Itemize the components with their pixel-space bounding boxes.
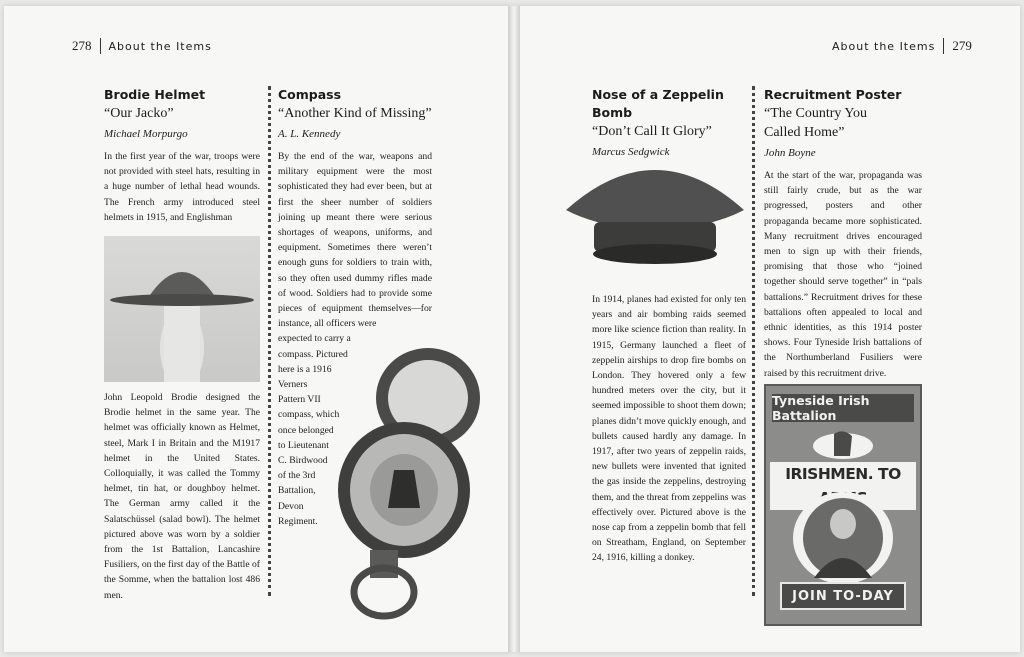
text-line: Pattern VII bbox=[278, 394, 321, 406]
compass-illustration bbox=[334, 340, 484, 622]
left-running-head bbox=[72, 38, 212, 54]
entry-subtitle: “Another Kind of Missing” bbox=[278, 106, 432, 121]
entry-heading: Nose of a Zeppelin Bomb bbox=[592, 87, 724, 120]
text-line: expected to carry a bbox=[278, 333, 351, 345]
text-line: to Lieutenant bbox=[278, 439, 329, 451]
text-line: Regiment. bbox=[278, 515, 318, 527]
brodie-helmet-text-bottom bbox=[104, 390, 260, 603]
entry-text: In 1914, planes had existed for only ten years and air bombing raids seemed more like science fiction than reality. In 1915, Germany launched a fleet of zeppelin airships to drop fire bombs on London. They hovered only a few hundred meters over the city, but it seemed impossible to shoot them down; planes didn’t move quickly enough, and bullets caused hardly any damage. In 1917, after two years of zeppelin raids, new bullets were invented that ignited the gas inside the zeppelins, destroying them, and the threat from zeppelins was effectively over. Pictured above is the nose cap from a zeppelin bomb that fell on Streatham, England, on September 24, 1916, killing a donkey. bbox=[592, 294, 746, 564]
entry-subtitle-line1: “The Country You bbox=[764, 106, 868, 121]
right-page-number: 279 bbox=[952, 38, 972, 53]
recruitment-poster-entry bbox=[764, 86, 922, 381]
entry-subtitle-line2: Called Home” bbox=[764, 125, 845, 140]
entry-subtitle: “Our Jacko” bbox=[104, 106, 174, 121]
entry-author: Michael Morpurgo bbox=[104, 128, 188, 140]
poster-slogan: IRISHMEN. TO bbox=[770, 462, 916, 510]
bomb-nose-illustration bbox=[560, 150, 750, 286]
brodie-helmet-entry bbox=[104, 86, 260, 225]
compass-photo bbox=[334, 340, 484, 622]
text-line: C. Birdwood bbox=[278, 455, 328, 467]
text-line: of the 3rd bbox=[278, 470, 316, 482]
recruitment-poster-image bbox=[764, 384, 922, 626]
officer-portrait bbox=[792, 492, 894, 584]
zeppelin-text bbox=[592, 292, 746, 566]
entry-text: At the start of the war, propaganda was still fairly crude, but as the war progressed, posters and other propaganda became more sophisticated. Many recruitment drives encouraged men to sign up with their friends, promising that those who “joined together should serve together” in “pals battalions.” Recruitment drives for these battalions often appealed to local and ethnic identities, as this 1914 poster shows. Four Tyneside Irish battalions of the Northumberland Fusiliers were raised by this recruitment drive. bbox=[764, 170, 922, 379]
text-line: compass, which bbox=[278, 409, 340, 421]
running-head-divider bbox=[100, 38, 101, 54]
text-line: Battalion, bbox=[278, 485, 316, 497]
text-line: Verners bbox=[278, 379, 308, 391]
text-line: here is a 1916 bbox=[278, 363, 332, 375]
entry-author: John Boyne bbox=[764, 147, 816, 159]
book-gutter bbox=[508, 6, 520, 652]
text-line: Devon bbox=[278, 500, 304, 512]
column-divider bbox=[752, 86, 755, 596]
harp-emblem-icon bbox=[810, 426, 876, 460]
entry-author: A. L. Kennedy bbox=[278, 128, 341, 140]
brodie-helmet-photo bbox=[104, 236, 260, 382]
entry-author: Marcus Sedgwick bbox=[592, 146, 670, 158]
left-page-number: 278 bbox=[72, 38, 92, 53]
text-line: compass. Pictured bbox=[278, 348, 348, 360]
entry-text-top: By the end of the war, weapons and military equipment were the most sophisticated they had ever been, but at first the sheer number of soldiers joining up meant there were serious shortages of weapons, uniforms, and equipment. Sometimes there weren’t enough guns for soldiers to train with, so they often used dummy rifles made of wood. Soldiers had to provide some pieces of equipment themselves—for instance, all officers were bbox=[278, 151, 432, 330]
helmet-illustration bbox=[104, 236, 260, 382]
entry-heading: Recruitment Poster bbox=[764, 87, 902, 102]
entry-text-bottom: John Leopold Brodie designed the Brodie helmet in the same year. The helmet was officially known as Helmet, steel, Mark I in Britain and the M1917 helmet in the United States. Colloquially, it was called the Tommy helmet, tin hat, or doughboy helmet. The German army called it the Salatschüssel (salad bowl). The helmet pictured above was worn by a soldier from the 1st Battalion, Lancashire Fusiliers, on the first day of the Battle of the Somme, when the battalion lost 486 men. bbox=[104, 392, 260, 601]
right-running-head bbox=[832, 38, 972, 54]
left-running-head-title: About the Items bbox=[108, 39, 212, 53]
running-head-divider bbox=[943, 38, 944, 54]
column-divider bbox=[268, 86, 271, 596]
poster-title: Tyneside Irish Battalion bbox=[772, 394, 914, 422]
entry-text-top: In the first year of the war, troops were not provided with steel hats, resulting in a huge number of lethal head wounds. The French army introduced steel helmets in 1915, and Englishman bbox=[104, 151, 260, 223]
entry-heading: Brodie Helmet bbox=[104, 87, 206, 102]
entry-subtitle: “Don’t Call It Glory” bbox=[592, 124, 712, 139]
right-running-head-title: About the Items bbox=[832, 39, 936, 53]
text-line: once belonged bbox=[278, 424, 334, 436]
poster-call-to-action: JOIN TO-DAY bbox=[780, 582, 906, 610]
zeppelin-bomb-nose-photo bbox=[560, 150, 750, 286]
entry-heading: Compass bbox=[278, 87, 342, 102]
